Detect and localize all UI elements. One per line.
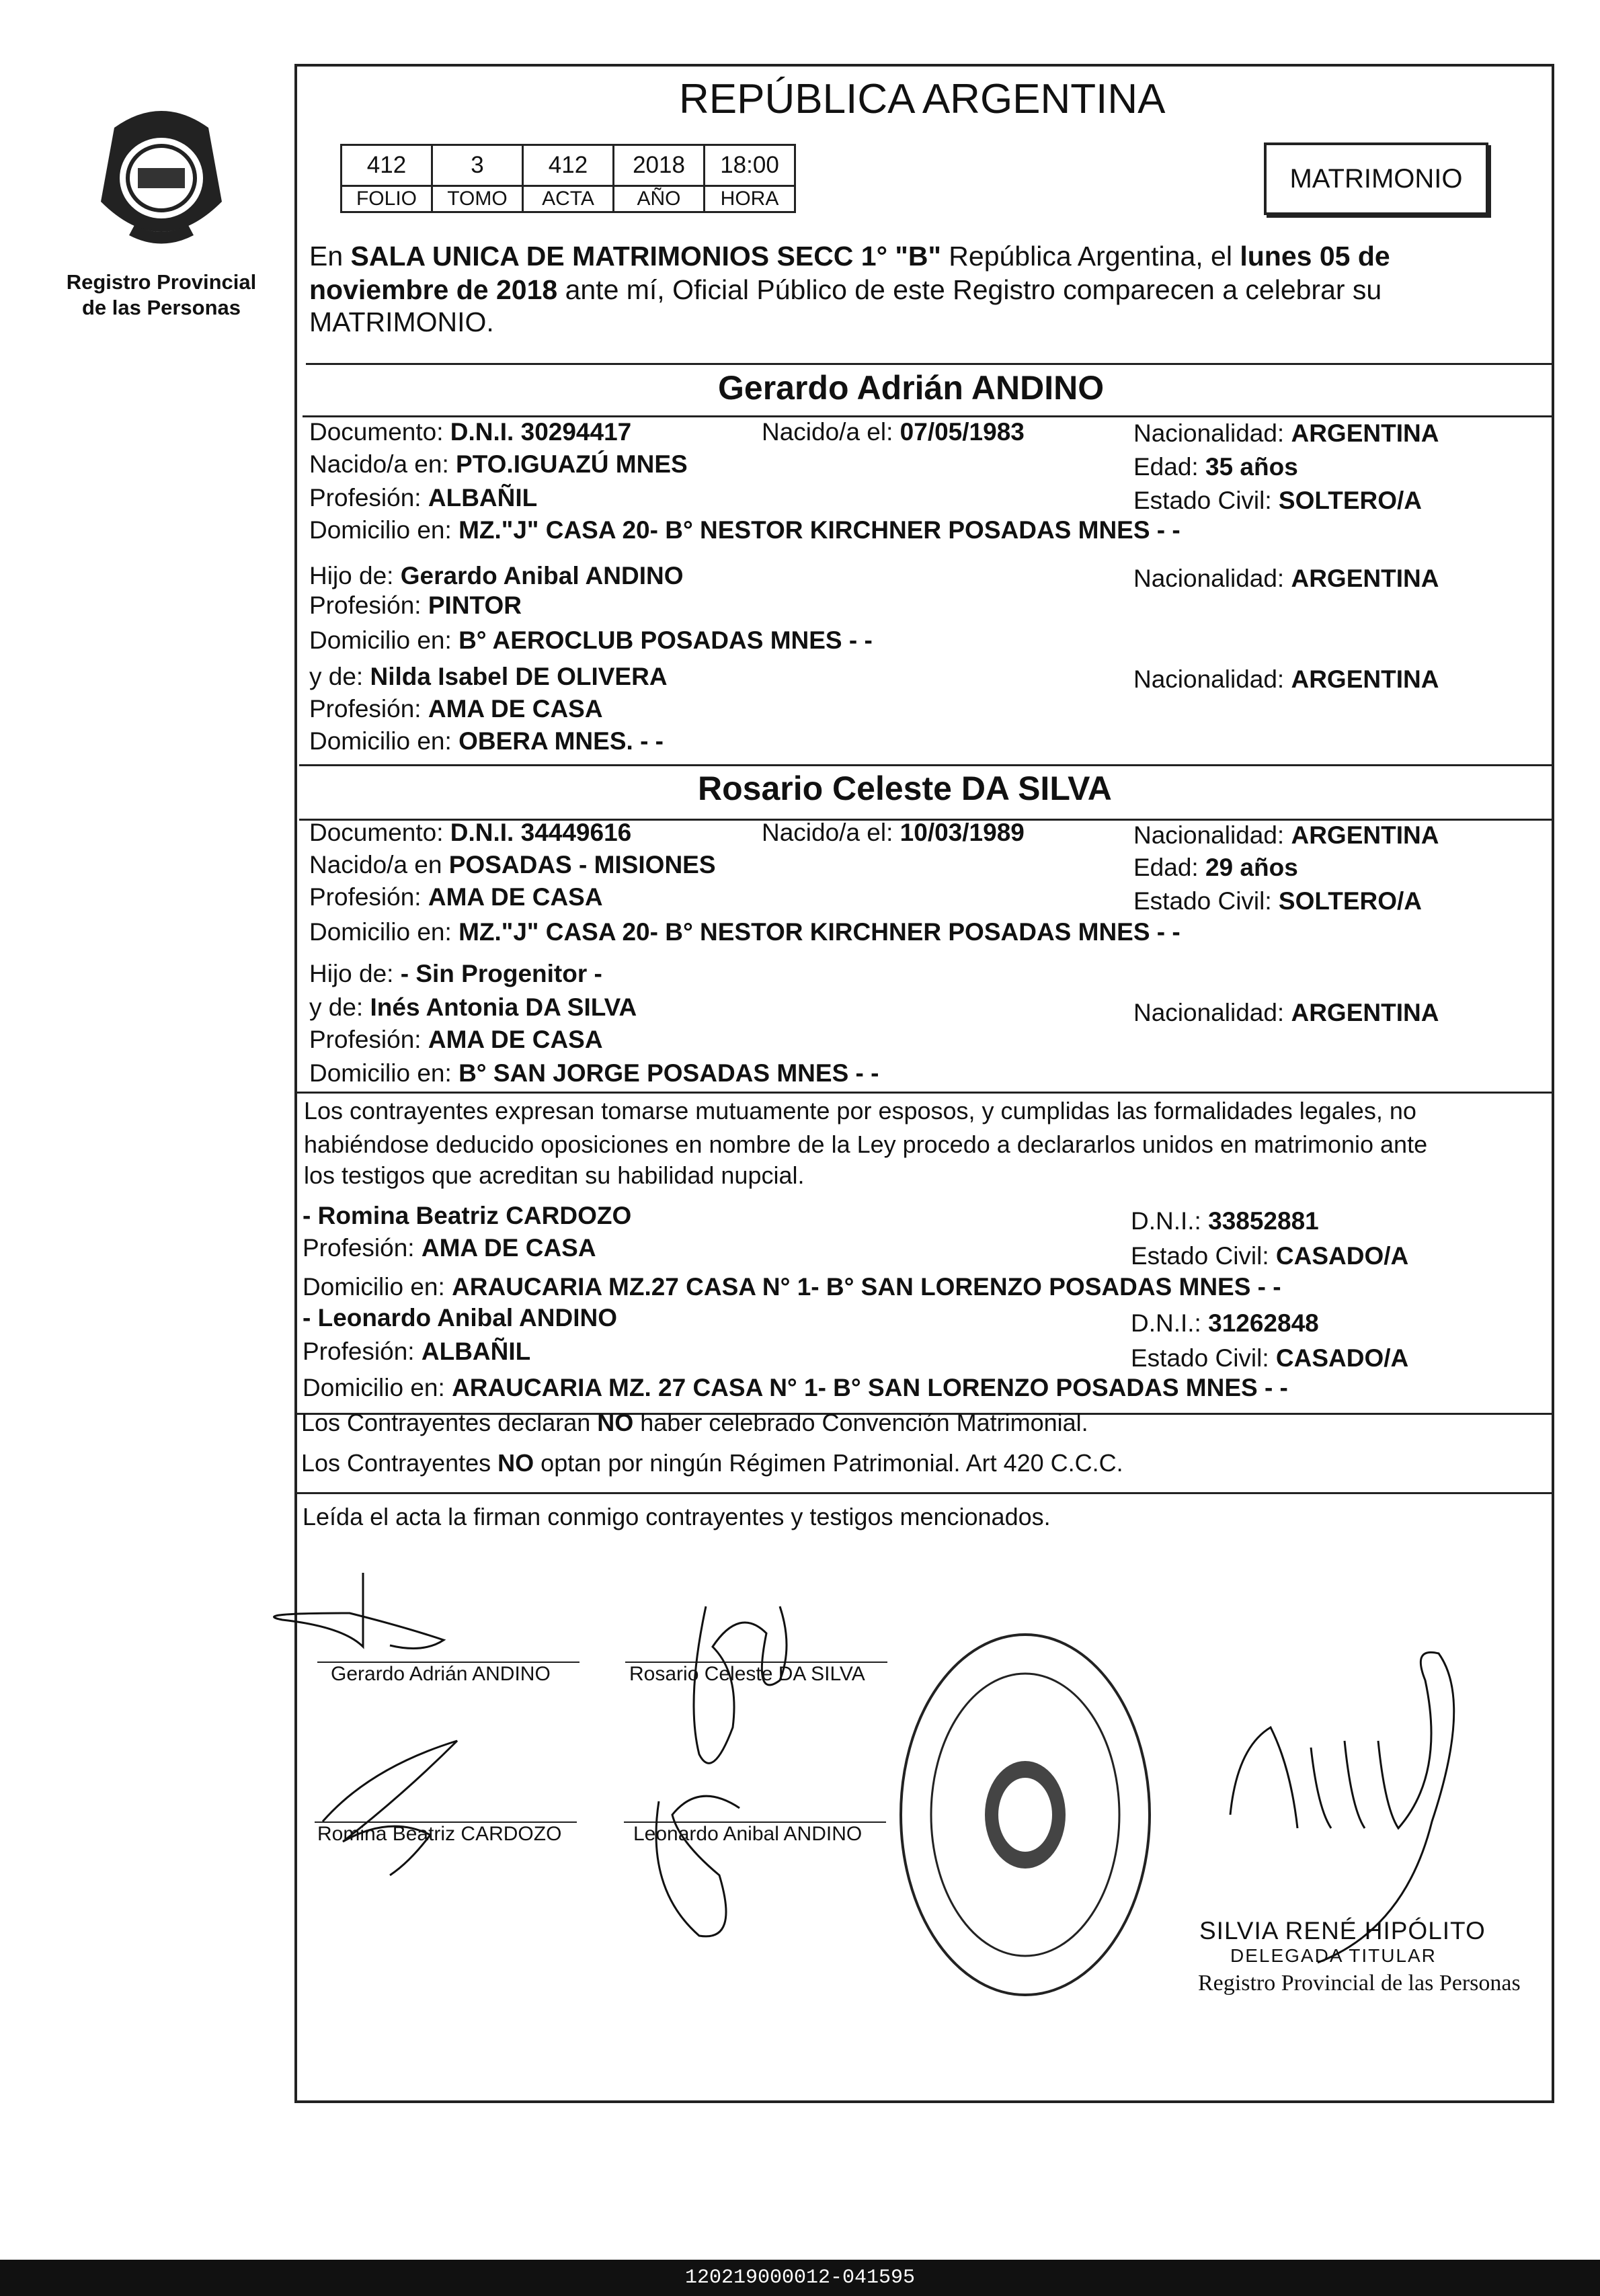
anio-value: 2018: [614, 145, 705, 186]
label: Nacionalidad:: [1133, 821, 1291, 849]
s1-madre-nac: [1133, 664, 1439, 695]
label: Documento:: [309, 418, 450, 446]
text: Los Contrayentes declaran: [301, 1409, 598, 1436]
s2-profesion: [309, 882, 603, 913]
hora-value: 18:00: [705, 145, 795, 186]
label: Domicilio en:: [303, 1374, 452, 1401]
label: Documento:: [309, 819, 450, 846]
value: AMA DE CASA: [428, 695, 603, 723]
value: D.N.I. 34449616: [450, 819, 632, 846]
value: ARAUCARIA MZ. 27 CASA N° 1- B° SAN LORENZO POSADAS MNES - -: [452, 1374, 1288, 1401]
value: CASADO/A: [1275, 1344, 1409, 1372]
label: y de:: [309, 993, 370, 1021]
value: 31262848: [1208, 1309, 1319, 1337]
convention-line-1: [301, 1407, 1088, 1438]
official-seal: [897, 1627, 1153, 2003]
signature-3: [323, 1741, 457, 1875]
value: ARGENTINA: [1291, 999, 1439, 1026]
spouse2-name: Rosario Celeste DA SILVA: [698, 770, 1112, 807]
s2-nacido-el: [762, 817, 1025, 848]
intro-date: noviembre de 2018: [309, 274, 558, 305]
s1-madre-prof: [309, 694, 603, 725]
value: MZ."J" CASA 20- B° NESTOR KIRCHNER POSADAS MNES - -: [458, 918, 1181, 946]
s1-padre: [309, 561, 683, 591]
hora-label: HORA: [705, 186, 795, 212]
intro-line-3: MATRIMONIO.: [309, 306, 494, 337]
witness2-domicilio: [303, 1372, 1288, 1403]
signature-2: [694, 1606, 787, 1763]
label: Domicilio en:: [303, 1273, 452, 1301]
s1-domicilio: [309, 515, 1181, 546]
divider: [296, 1492, 1554, 1494]
intro-office: SALA UNICA DE MATRIMONIOS SECC 1° "B": [350, 241, 941, 272]
text: Los Contrayentes: [301, 1449, 498, 1477]
s2-madre-prof: [309, 1024, 603, 1055]
label: Edad:: [1133, 854, 1205, 881]
official-org: Registro Provincial de las Personas: [1198, 1971, 1521, 1996]
tomo-value: 3: [432, 145, 523, 186]
s1-madre-dom: [309, 726, 664, 757]
text: optan por ningún Régimen Patrimonial. Art 420 C.C.C.: [534, 1449, 1123, 1477]
divider: [299, 764, 1554, 766]
value: 35 años: [1205, 453, 1298, 481]
value: ARGENTINA: [1291, 565, 1439, 592]
value: ARGENTINA: [1291, 821, 1439, 849]
value: AMA DE CASA: [428, 883, 603, 911]
intro-date: lunes 05 de: [1240, 241, 1390, 272]
label: Nacionalidad:: [1133, 419, 1291, 447]
signature-caption-2: Rosario Celeste DA SILVA: [629, 1663, 865, 1685]
witness1-profesion: [303, 1233, 596, 1264]
value: ARAUCARIA MZ.27 CASA N° 1- B° SAN LORENZO POSADAS MNES - -: [452, 1273, 1281, 1301]
value: ARGENTINA: [1291, 419, 1439, 447]
witness2-profesion: [303, 1336, 530, 1367]
emphasis: NO: [597, 1409, 634, 1436]
official-name: SILVIA RENÉ HIPÓLITO: [1199, 1917, 1486, 1944]
label: Estado Civil:: [1131, 1242, 1276, 1270]
label: Profesión:: [309, 484, 428, 511]
tomo-label: TOMO: [432, 186, 523, 212]
intro-line-1: [309, 241, 1390, 272]
anio-label: AÑO: [614, 186, 705, 212]
s2-padre: [309, 958, 602, 989]
value: ALBAÑIL: [421, 1338, 531, 1365]
declaration-line-1: Los contrayentes expresan tomarse mutuamente por esposos, y cumplidas las formalidades legales, no: [304, 1097, 1416, 1124]
s1-padre-nac: [1133, 563, 1439, 594]
declaration-line-3: los testigos que acreditan su habilidad nupcial.: [304, 1161, 805, 1189]
label: Profesión:: [309, 1026, 428, 1053]
s2-madre-nac: [1133, 997, 1439, 1028]
signature-4: [656, 1796, 739, 1936]
s1-nacionalidad: [1133, 418, 1439, 449]
label: D.N.I.:: [1131, 1309, 1209, 1337]
s1-padre-dom: [309, 625, 873, 656]
signature-caption-4: Leonardo Anibal ANDINO: [633, 1823, 863, 1845]
registry-seal-icon: [897, 1627, 1153, 2003]
label: y de:: [309, 663, 370, 690]
witness1-name: - Romina Beatriz CARDOZO: [303, 1202, 632, 1229]
convention-line-2: [301, 1448, 1123, 1479]
divider: [306, 363, 1554, 365]
value: ALBAÑIL: [428, 484, 538, 511]
label: Profesión:: [309, 695, 428, 723]
label: Profesión:: [309, 883, 428, 911]
value: AMA DE CASA: [428, 1026, 603, 1053]
folio-label: FOLIO: [342, 186, 432, 212]
witness1-domicilio: [303, 1272, 1281, 1303]
label: Domicilio en:: [309, 1059, 459, 1087]
intro-text: ante mí, Oficial Público de este Registro comparecen a celebrar su: [557, 274, 1382, 305]
s2-nacionalidad: [1133, 820, 1439, 851]
label: Hijo de:: [309, 562, 401, 589]
s2-madre-dom: [309, 1058, 879, 1089]
signature-caption-1: Gerardo Adrián ANDINO: [331, 1663, 551, 1685]
s1-documento: [309, 417, 631, 448]
s1-estado-civil: [1133, 485, 1422, 516]
label: Estado Civil:: [1133, 887, 1279, 915]
s1-madre: [309, 661, 668, 692]
label: D.N.I.:: [1131, 1207, 1209, 1235]
s1-edad: [1133, 452, 1298, 483]
logo-caption-1: Registro Provincial: [66, 270, 257, 294]
label: Nacionalidad:: [1133, 565, 1291, 592]
witness1-estado-civil: [1131, 1241, 1408, 1272]
s2-madre: [309, 992, 637, 1023]
signature-official: [1230, 1652, 1454, 1963]
intro-line-2: [309, 274, 1382, 305]
value: 29 años: [1205, 854, 1298, 881]
value: B° AEROCLUB POSADAS MNES - -: [458, 626, 873, 654]
value: PINTOR: [428, 591, 522, 619]
intro-text: República Argentina, el: [941, 241, 1240, 272]
label: Nacido/a el:: [762, 418, 900, 446]
text: haber celebrado Convención Matrimonial.: [633, 1409, 1088, 1436]
footer-code: 120219000012-041595: [0, 2260, 1600, 2296]
signature-caption-3: Romina Beatriz CARDOZO: [317, 1823, 562, 1845]
province-logo: [67, 101, 255, 262]
label: Domicilio en:: [309, 727, 459, 755]
value: 10/03/1989: [899, 819, 1025, 846]
emphasis: NO: [497, 1449, 534, 1477]
divider: [296, 1092, 1554, 1094]
s2-estado-civil: [1133, 886, 1422, 917]
value: Nilda Isabel DE OLIVERA: [370, 663, 668, 690]
label: Profesión:: [303, 1338, 422, 1365]
witness2-name: - Leonardo Anibal ANDINO: [303, 1304, 617, 1331]
value: MZ."J" CASA 20- B° NESTOR KIRCHNER POSADAS MNES - -: [458, 516, 1181, 544]
value: PTO.IGUAZÚ MNES: [456, 450, 688, 478]
label: Domicilio en:: [309, 626, 459, 654]
value: 07/05/1983: [899, 418, 1025, 446]
intro-text: En: [309, 241, 351, 272]
value: 33852881: [1208, 1207, 1319, 1235]
acta-label: ACTA: [523, 186, 614, 212]
s2-edad: [1133, 852, 1298, 883]
closing-text: Leída el acta la firman conmigo contrayentes y testigos mencionados.: [303, 1503, 1051, 1530]
value: B° SAN JORGE POSADAS MNES - -: [458, 1059, 879, 1087]
label: Nacido/a en: [309, 851, 449, 878]
witness1-dni: [1131, 1206, 1319, 1237]
label: Domicilio en:: [309, 516, 459, 544]
document-type: MATRIMONIO: [1289, 164, 1463, 194]
value: ARGENTINA: [1291, 665, 1439, 693]
value: SOLTERO/A: [1278, 487, 1423, 514]
witness2-dni: [1131, 1308, 1319, 1339]
declaration-line-2: habiéndose deducido oposiciones en nombre de la Ley procedo a declararlos unidos en matrimonio ante: [304, 1131, 1428, 1158]
label: Edad:: [1133, 453, 1205, 481]
signature-1: [274, 1573, 444, 1649]
label: Estado Civil:: [1133, 487, 1279, 514]
document-type-box: [1264, 142, 1488, 215]
value: Inés Antonia DA SILVA: [370, 993, 637, 1021]
value: OBERA MNES. - -: [458, 727, 664, 755]
logo-caption-2: de las Personas: [81, 296, 241, 319]
s2-domicilio: [309, 917, 1181, 948]
s1-nacido-el: [762, 417, 1025, 448]
s2-documento: [309, 817, 631, 848]
value: SOLTERO/A: [1278, 887, 1423, 915]
value: AMA DE CASA: [421, 1234, 596, 1262]
label: Nacionalidad:: [1133, 665, 1291, 693]
label: Estado Civil:: [1131, 1344, 1276, 1372]
label: Nacido/a el:: [762, 819, 900, 846]
s1-padre-prof: [309, 590, 522, 621]
acta-value: 412: [523, 145, 614, 186]
label: Profesión:: [309, 591, 428, 619]
value: CASADO/A: [1275, 1242, 1409, 1270]
label: Nacionalidad:: [1133, 999, 1291, 1026]
label: Profesión:: [303, 1234, 422, 1262]
official-role: DELEGADA TITULAR: [1230, 1945, 1437, 1966]
province-seal-icon: [67, 101, 255, 262]
value: - Sin Progenitor -: [400, 960, 602, 987]
value: POSADAS - MISIONES: [448, 851, 716, 878]
label: Hijo de:: [309, 960, 401, 987]
spouse1-name: Gerardo Adrián ANDINO: [718, 369, 1105, 407]
value: Gerardo Anibal ANDINO: [400, 562, 684, 589]
value: D.N.I. 30294417: [450, 418, 632, 446]
s1-profesion: [309, 483, 537, 514]
s1-nacido-en: [309, 449, 688, 480]
label: Domicilio en:: [309, 918, 459, 946]
witness2-estado-civil: [1131, 1343, 1408, 1374]
registry-table: [340, 144, 796, 213]
s2-nacido-en: [309, 850, 716, 880]
label: Nacido/a en:: [309, 450, 456, 478]
page-title: REPÚBLICA ARGENTINA: [679, 76, 1166, 122]
folio-value: 412: [342, 145, 432, 186]
